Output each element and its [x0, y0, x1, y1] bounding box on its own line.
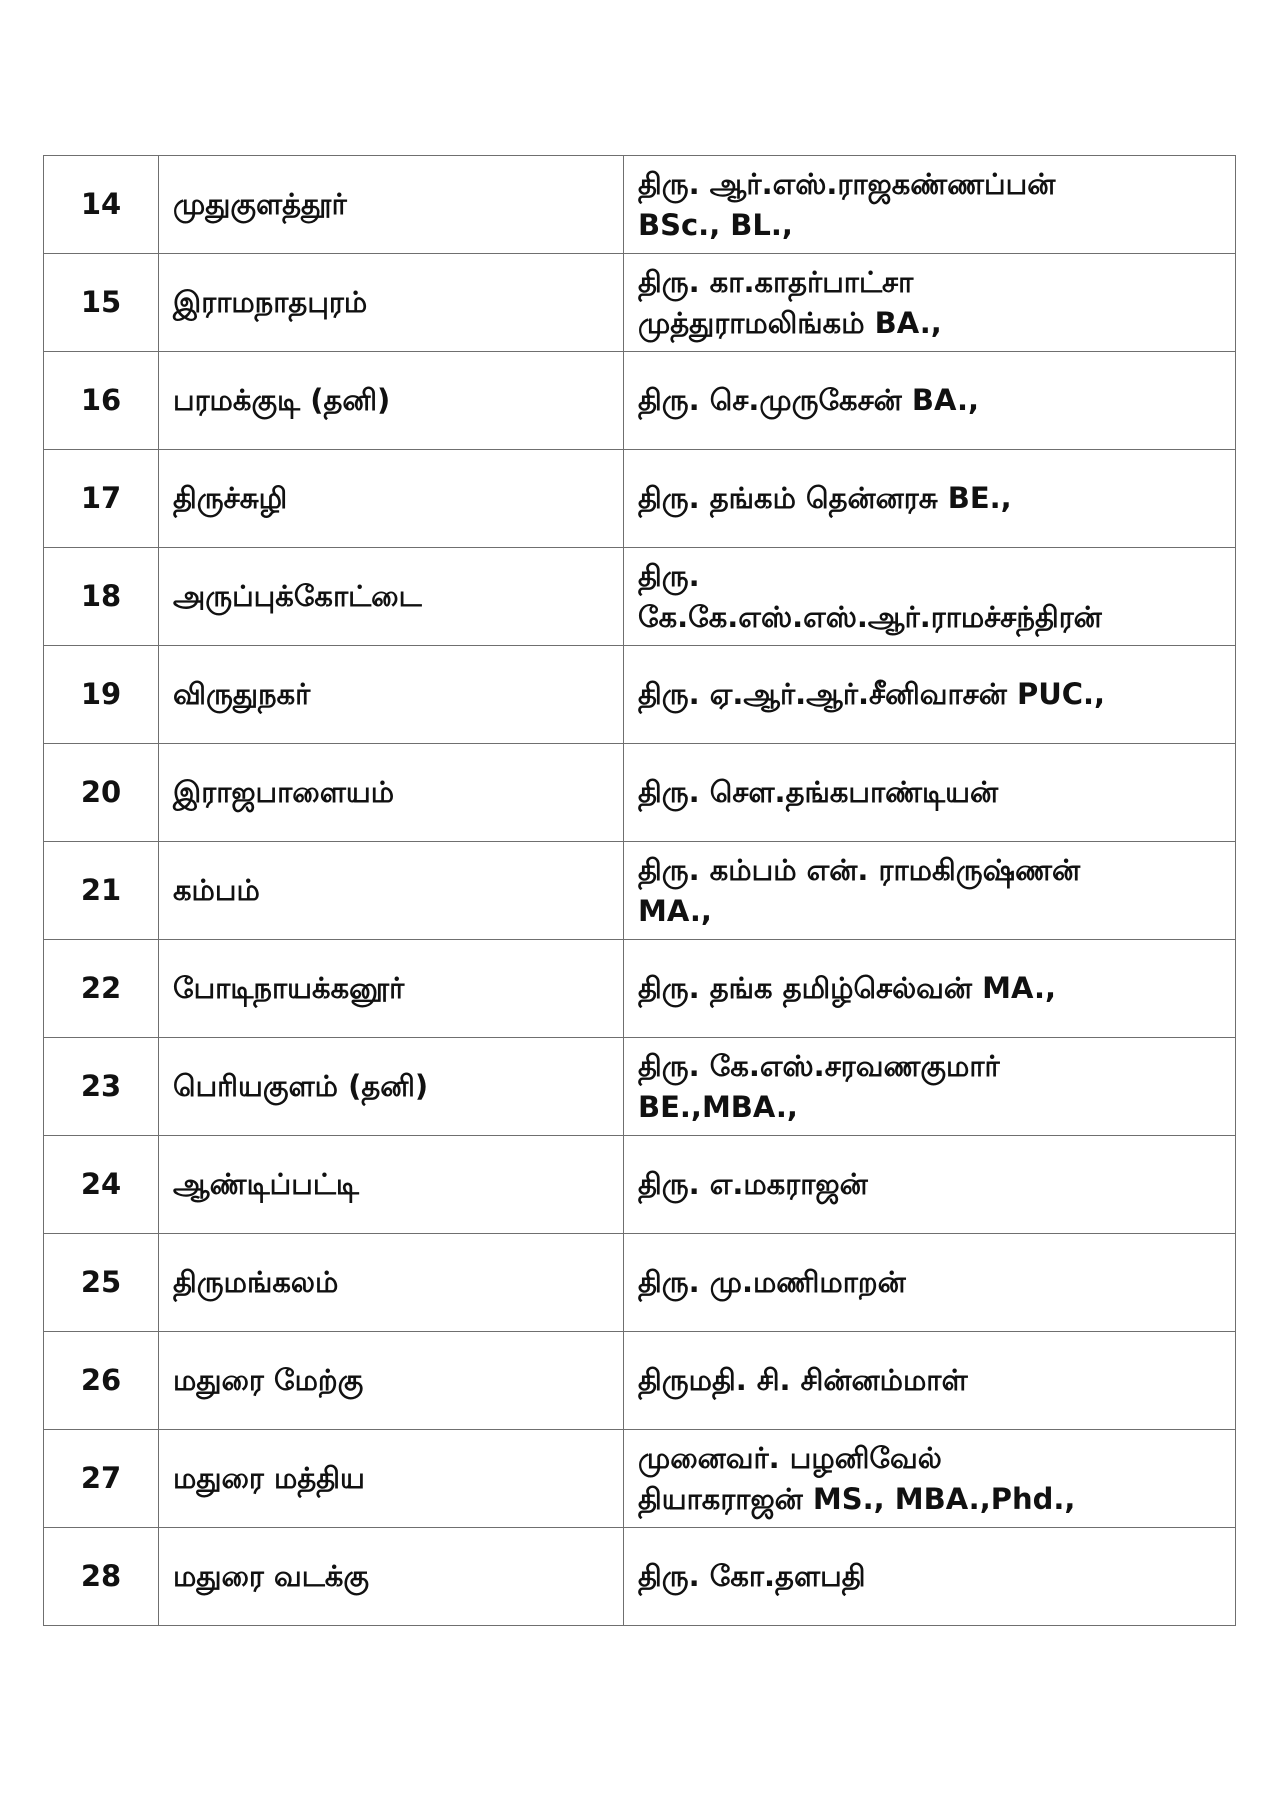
- constituency-name: அருப்புக்கோட்டை: [159, 548, 624, 646]
- table-row: [44, 744, 1236, 842]
- candidate-name: [624, 156, 1236, 254]
- candidate-name-line: BSc., BL.,: [638, 207, 793, 242]
- candidate-name: [624, 1136, 1236, 1234]
- candidate-name: [624, 1038, 1236, 1136]
- table-row: [44, 450, 1236, 548]
- serial-number: 19: [44, 646, 159, 744]
- table-row: [44, 1136, 1236, 1234]
- serial-number: 14: [44, 156, 159, 254]
- candidate-name-line: திரு. கே.எஸ்.சரவணகுமார்: [638, 1048, 1000, 1083]
- candidate-name-line: திரு. ஏ.ஆர்.ஆர்.சீனிவாசன் PUC.,: [638, 677, 1106, 712]
- candidate-name-line: திரு.: [638, 558, 700, 593]
- candidate-name-line: திரு. மு.மணிமாறன்: [638, 1265, 906, 1300]
- candidate-name: [624, 352, 1236, 450]
- candidate-name: [624, 940, 1236, 1038]
- constituency-name: திருச்சுழி: [159, 450, 624, 548]
- candidate-list-body: [44, 156, 1236, 1626]
- candidate-name: [624, 744, 1236, 842]
- constituency-name: போடிநாயக்கனூர்: [159, 940, 624, 1038]
- constituency-name: இராஜபாளையம்: [159, 744, 624, 842]
- candidate-name-line: MA.,: [638, 893, 712, 928]
- constituency-name: இராமநாதபுரம்: [159, 254, 624, 352]
- candidate-name: [624, 646, 1236, 744]
- candidate-name-line: முனைவர். பழனிவேல்: [638, 1440, 942, 1475]
- constituency-name: முதுகுளத்தூர்: [159, 156, 624, 254]
- table-row: [44, 1038, 1236, 1136]
- serial-number: 27: [44, 1430, 159, 1528]
- table-row: [44, 1430, 1236, 1528]
- constituency-name: பரமக்குடி (தனி): [159, 352, 624, 450]
- table-row: [44, 940, 1236, 1038]
- candidate-name-line: திரு. கா.காதர்பாட்சா: [638, 264, 914, 299]
- candidate-name: [624, 450, 1236, 548]
- serial-number: 17: [44, 450, 159, 548]
- candidate-name-line: திரு. தங்கம் தென்னரசு BE.,: [638, 481, 1012, 516]
- constituency-name: ஆண்டிப்பட்டி: [159, 1136, 624, 1234]
- candidate-name: [624, 548, 1236, 646]
- serial-number: 20: [44, 744, 159, 842]
- candidate-name-line: திரு. செள.தங்கபாண்டியன்: [638, 775, 999, 810]
- table-row: [44, 1332, 1236, 1430]
- candidate-name: [624, 1234, 1236, 1332]
- candidate-name: [624, 1332, 1236, 1430]
- constituency-name: மதுரை வடக்கு: [159, 1528, 624, 1626]
- candidate-name-line: கே.கே.எஸ்.எஸ்.ஆர்.ராமச்சந்திரன்: [638, 599, 1102, 634]
- serial-number: 24: [44, 1136, 159, 1234]
- candidate-name-line: முத்துராமலிங்கம் BA.,: [638, 305, 942, 340]
- candidate-name: [624, 842, 1236, 940]
- serial-number: 22: [44, 940, 159, 1038]
- serial-number: 25: [44, 1234, 159, 1332]
- candidate-name: [624, 1528, 1236, 1626]
- serial-number: 28: [44, 1528, 159, 1626]
- candidate-name-line: BE.,MBA.,: [638, 1089, 798, 1124]
- serial-number: 26: [44, 1332, 159, 1430]
- table-row: [44, 646, 1236, 744]
- constituency-name: திருமங்கலம்: [159, 1234, 624, 1332]
- table-row: [44, 156, 1236, 254]
- candidate-name-line: திரு. கம்பம் என். ராமகிருஷ்ணன்: [638, 852, 1081, 887]
- candidate-name-line: திரு. ஆர்.எஸ்.ராஜகண்ணப்பன்: [638, 166, 1056, 201]
- candidate-name: [624, 1430, 1236, 1528]
- table-row: [44, 548, 1236, 646]
- serial-number: 21: [44, 842, 159, 940]
- candidate-name-line: திரு. செ.முருகேசன் BA.,: [638, 383, 980, 418]
- candidate-name: [624, 254, 1236, 352]
- table-row: [44, 254, 1236, 352]
- candidate-name-line: திரு. கோ.தளபதி: [638, 1559, 866, 1594]
- table-row: [44, 1528, 1236, 1626]
- table-row: [44, 1234, 1236, 1332]
- serial-number: 16: [44, 352, 159, 450]
- constituency-name: விருதுநகர்: [159, 646, 624, 744]
- constituency-name: மதுரை மேற்கு: [159, 1332, 624, 1430]
- candidate-name-line: திருமதி. சி. சின்னம்மாள்: [638, 1363, 968, 1398]
- constituency-name: பெரியகுளம் (தனி): [159, 1038, 624, 1136]
- serial-number: 18: [44, 548, 159, 646]
- candidate-name-line: திரு. தங்க தமிழ்செல்வன் MA.,: [638, 971, 1057, 1006]
- constituency-name: மதுரை மத்திய: [159, 1430, 624, 1528]
- table-row: [44, 842, 1236, 940]
- serial-number: 23: [44, 1038, 159, 1136]
- candidate-name-line: திரு. எ.மகராஜன்: [638, 1167, 868, 1202]
- serial-number: 15: [44, 254, 159, 352]
- candidate-name-line: தியாகராஜன் MS., MBA.,Phd.,: [638, 1481, 1076, 1516]
- candidate-list-table: [43, 155, 1236, 1626]
- constituency-name: கம்பம்: [159, 842, 624, 940]
- table-row: [44, 352, 1236, 450]
